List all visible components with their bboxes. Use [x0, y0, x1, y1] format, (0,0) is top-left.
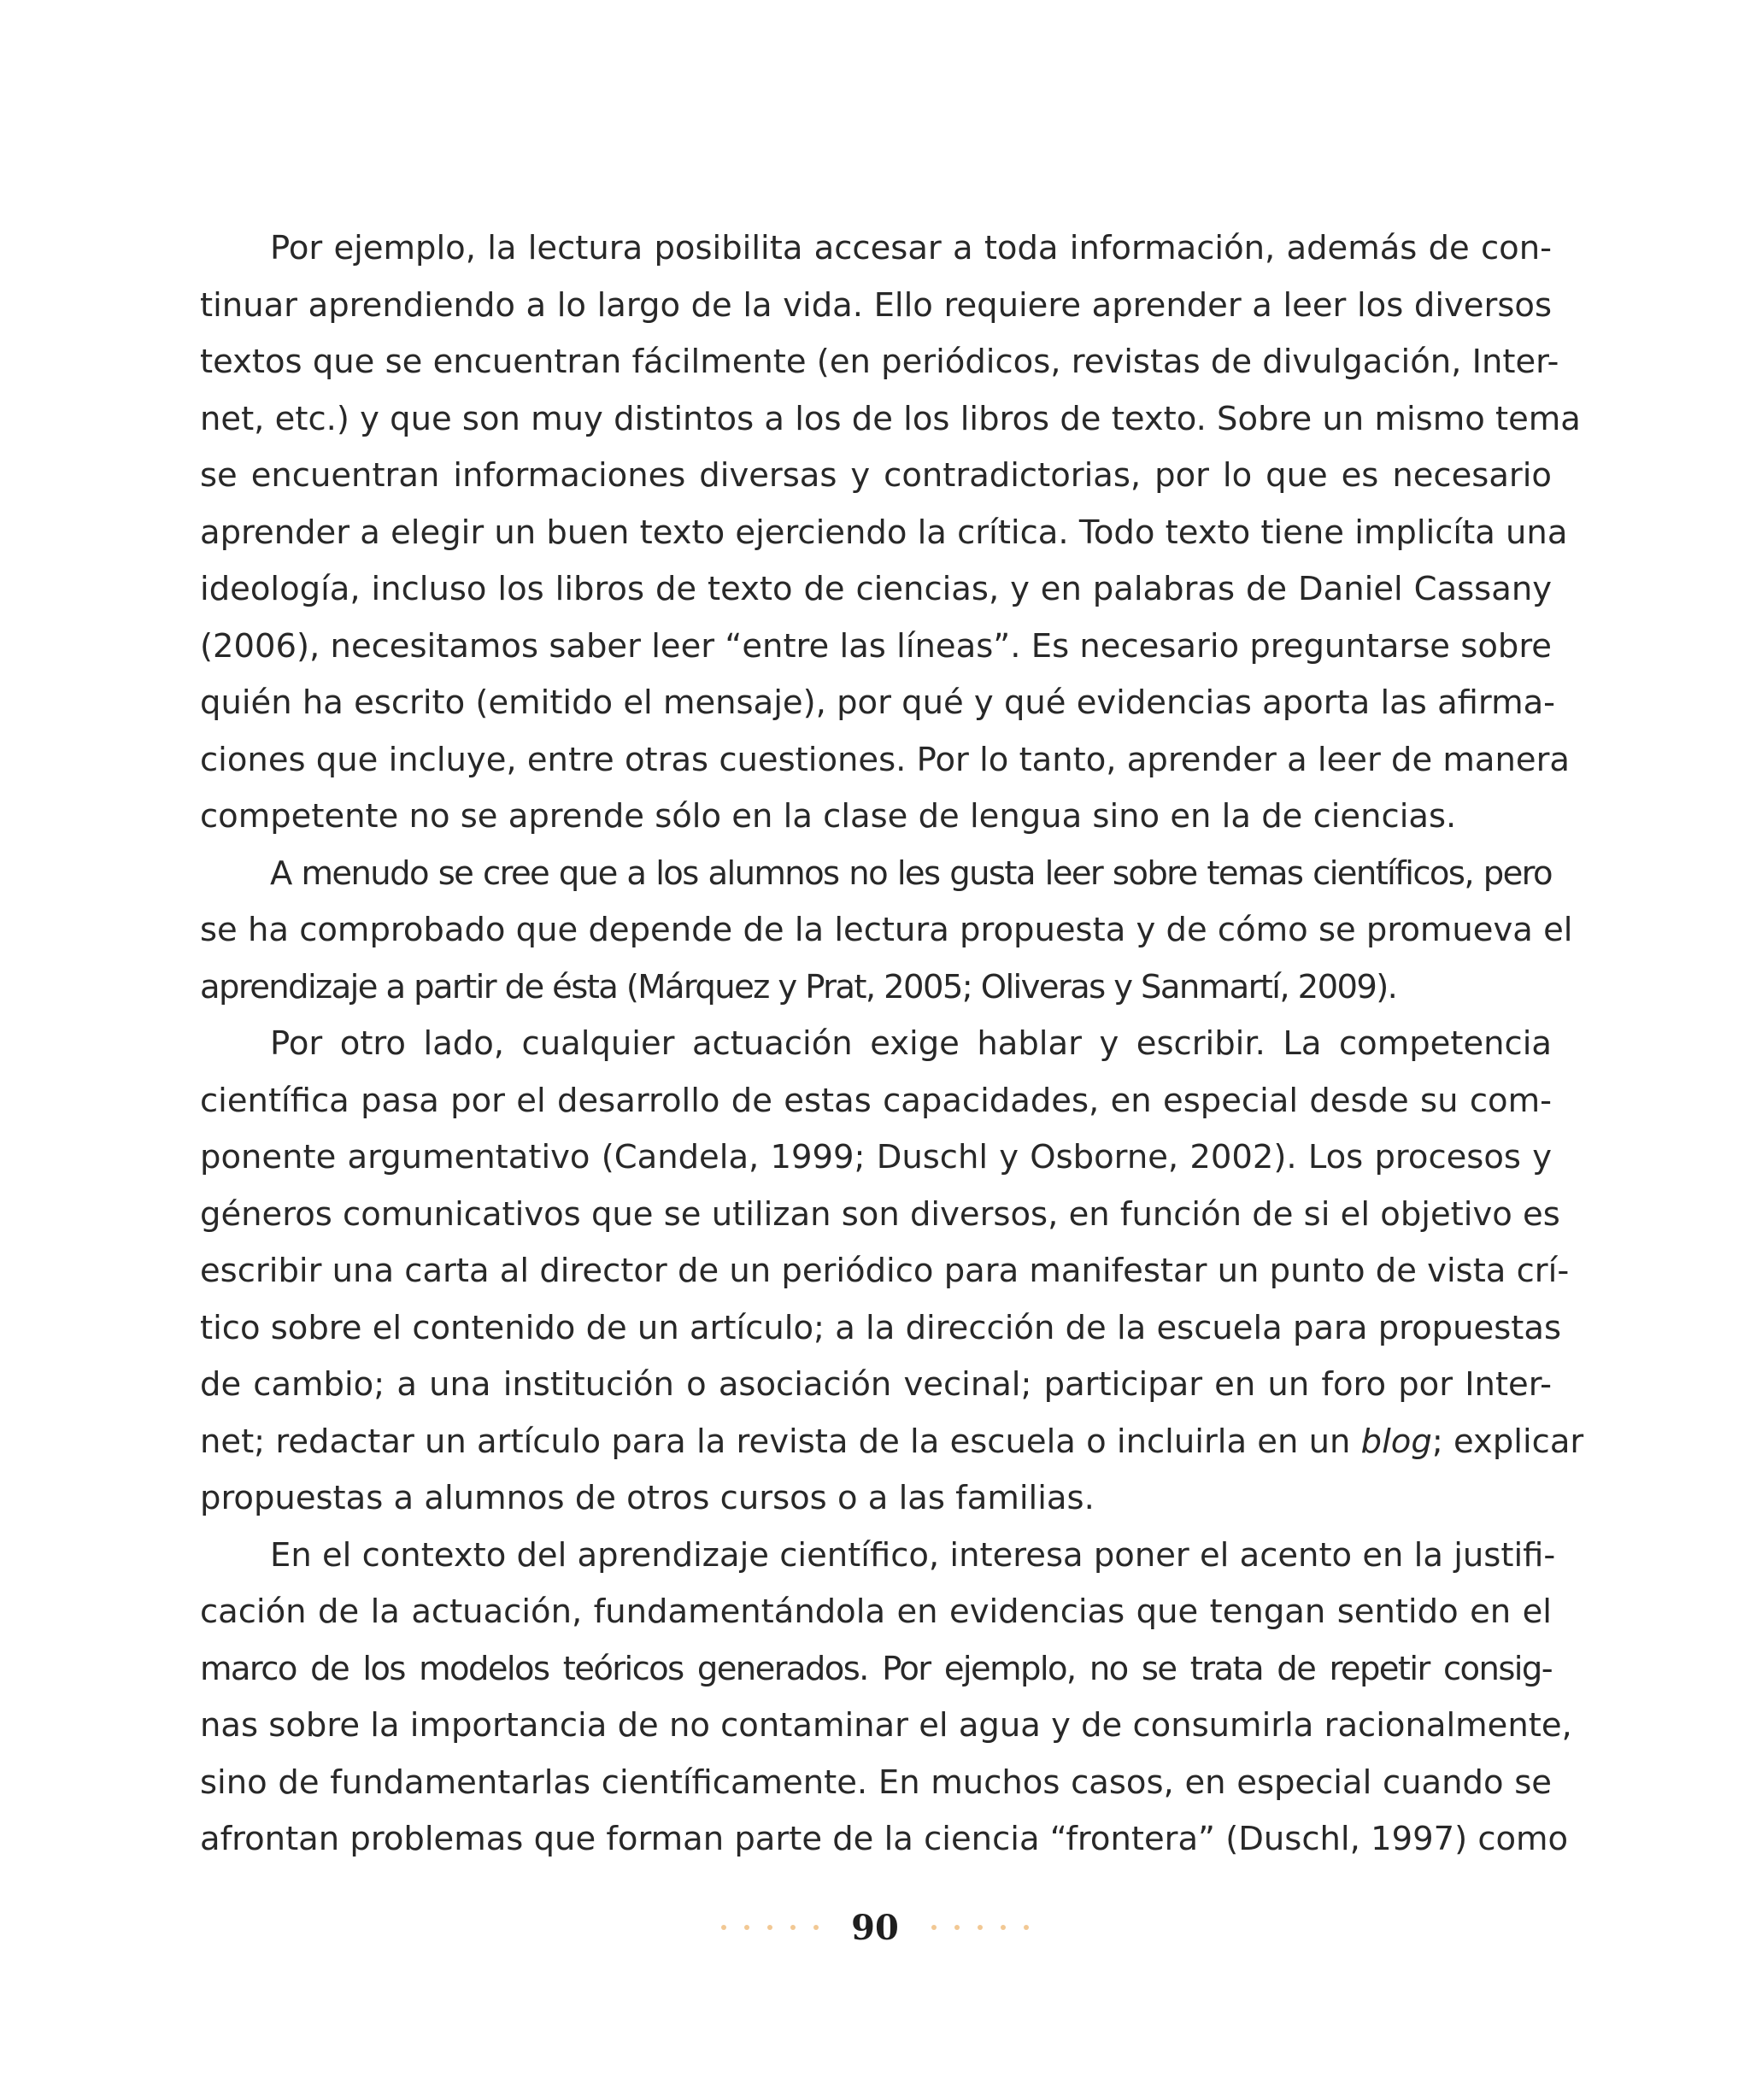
- text-line: A menudo se cree que a los alumnos no les gusta leer sobre temas científicos, pero: [270, 853, 1552, 893]
- text-line: propuestas a alumnos de otros cursos o a las familias.: [200, 1479, 1095, 1517]
- dot-ornament: [790, 1925, 796, 1930]
- text-line: de cambio; a una institución o asociación vecinal; participar en un foro por Inter-: [200, 1365, 1552, 1404]
- text-fragment: net; redactar un artículo para la revista de la escuela o incluirla en un: [200, 1422, 1361, 1461]
- page-footer: [0, 1902, 1750, 1953]
- text-line: marco de los modelos teóricos generados. Por ejemplo, no se trata de repetir consig-: [200, 1649, 1552, 1688]
- text-line: ideología, incluso los libros de texto de ciencias, y en palabras de Daniel Cassany: [200, 570, 1552, 608]
- text-line: (2006), necesitamos saber leer “entre las líneas”. Es necesario preguntarse sobre: [200, 626, 1552, 666]
- text-line: afrontan problemas que forman parte de la ciencia “frontera” (Duschl, 1997) como: [200, 1820, 1569, 1858]
- text-line: net, etc.) y que son muy distintos a los de los libros de texto. Sobre un mismo tema: [200, 399, 1581, 438]
- text-line: sino de fundamentarlas científicamente. En muchos casos, en especial cuando se: [200, 1763, 1552, 1802]
- dot-ornament: [813, 1925, 819, 1930]
- dot-ornament: [721, 1925, 726, 1930]
- text-line: tinuar aprendiendo a lo largo de la vida. Ello requiere aprender a leer los diversos: [200, 285, 1552, 325]
- text-line: aprendizaje a partir de ésta (Márquez y Prat, 2005; Oliveras y Sanmartí, 2009).: [200, 967, 1397, 1006]
- text-line: se ha comprobado que depende de la lectura propuesta y de cómo se promueva el: [200, 911, 1573, 949]
- text-line: Por otro lado, cualquier actuación exige hablar y escribir. La competencia: [270, 1024, 1552, 1063]
- text-line: escribir una carta al director de un periódico para manifestar un punto de vista crí-: [200, 1252, 1570, 1290]
- dot-ornament: [954, 1925, 960, 1930]
- dot-ornament: [1024, 1925, 1029, 1930]
- dot-ornament: [744, 1925, 749, 1930]
- dot-ornament: [978, 1925, 983, 1930]
- dot-ornament: [931, 1925, 937, 1930]
- text-line: En el contexto del aprendizaje científico, interesa poner el acento en la justifi-: [270, 1535, 1556, 1575]
- text-line: textos que se encuentran fácilmente (en periódicos, revistas de divulgación, Inter-: [200, 343, 1559, 381]
- text-line: competente no se aprende sólo en la clase de lengua sino en la de ciencias.: [200, 797, 1457, 836]
- text-fragment: ; explicar: [1431, 1422, 1584, 1461]
- text-line: aprender a elegir un buen texto ejerciendo la crítica. Todo texto tiene implicíta una: [200, 513, 1568, 552]
- text-line: nas sobre la importancia de no contaminar el agua y de consumirla racionalmente,: [200, 1706, 1572, 1745]
- dot-ornament: [767, 1925, 772, 1930]
- text-line: cación de la actuación, fundamentándola en evidencias que tengan sentido en el: [200, 1593, 1552, 1631]
- text-line: ponente argumentativo (Candela, 1999; Duschl y Osborne, 2002). Los procesos y: [200, 1138, 1552, 1176]
- text-line: se encuentran informaciones diversas y contradictorias, por lo que es necesario: [200, 456, 1552, 495]
- dot-ornament: [1001, 1925, 1006, 1930]
- text-line-with-italic: [200, 1414, 1584, 1471]
- text-line: Por ejemplo, la lectura posibilita accesar a toda información, además de con-: [270, 229, 1552, 267]
- decorative-dots-left: [721, 1925, 819, 1930]
- italic-word: blog: [1360, 1422, 1432, 1461]
- text-line: tico sobre el contenido de un artículo; a la dirección de la escuela para propuestas: [200, 1308, 1562, 1347]
- text-line: géneros comunicativos que se utilizan son diversos, en función de si el objetivo es: [200, 1194, 1560, 1234]
- page-number: 90: [851, 1907, 899, 1948]
- text-line: ciones que incluye, entre otras cuestiones. Por lo tanto, aprender a leer de manera: [200, 740, 1571, 779]
- body-text: [200, 220, 1584, 1868]
- text-line: quién ha escrito (emitido el mensaje), por qué y qué evidencias aporta las afirma-: [200, 683, 1556, 722]
- decorative-dots-right: [931, 1925, 1029, 1930]
- text-line: científica pasa por el desarrollo de estas capacidades, en especial desde su com-: [200, 1081, 1552, 1120]
